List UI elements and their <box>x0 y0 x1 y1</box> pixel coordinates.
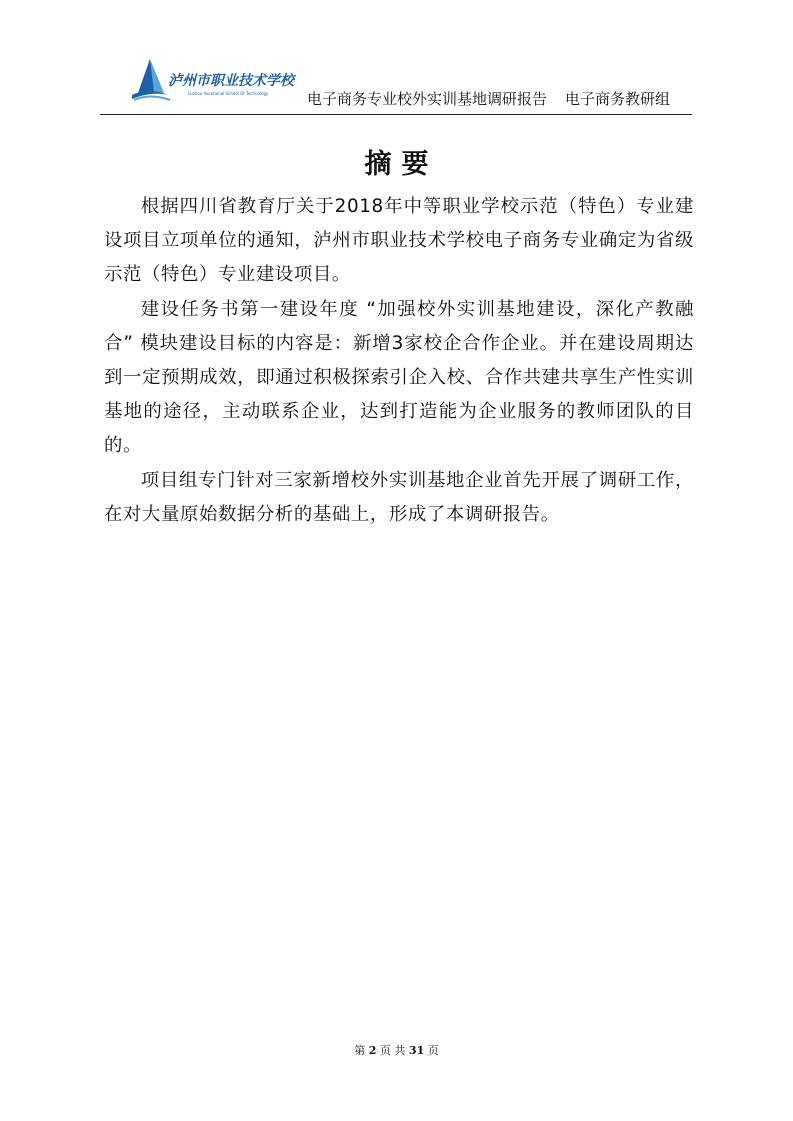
footer-total-pages: 31 <box>408 1044 425 1057</box>
paragraph-2: 建设任务书第一建设年度 “加强校外实训基地建设，深化产教融合” 模块建设目标的内容是：新增3家校企合作企业。并在建设周期达到一定预期成效，即通过积极探索引企入校、合作共建共享生产性实训基地的途径，主动联系企业，达到打造能为企业服务的教师团队的目的。 <box>104 298 694 457</box>
footer-page-number: 2 <box>368 1044 377 1057</box>
logo-wordmark: 泸州市职业技术学校 <box>168 73 294 89</box>
page-footer <box>0 1042 793 1058</box>
page-header <box>100 55 692 115</box>
report-title: 电子商务专业校外实训基地调研报告 <box>306 90 547 108</box>
group-name: 电子商务教研组 <box>564 90 670 108</box>
school-logo <box>128 55 294 105</box>
abstract-title: 摘要 <box>364 149 439 180</box>
footer-prefix: 第 <box>354 1044 366 1057</box>
logo-subtext: Luzhou Vocational School Of Technology <box>188 91 269 96</box>
abstract-body <box>104 190 694 532</box>
header-divider <box>100 114 692 115</box>
footer-middle: 页 共 <box>379 1044 406 1057</box>
header-text <box>307 88 670 109</box>
footer-suffix: 页 <box>427 1044 439 1057</box>
paragraph-1: 根据四川省教育厅关于2018年中等职业学校示范（特色）专业建设项目立项单位的通知，泸州市职业技术学校电子商务专业确定为省级示范（特色）专业建设项目。 <box>104 196 694 286</box>
paragraph-3: 项目组专门针对三家新增校外实训基地企业首先开展了调研工作，在对大量原始数据分析的基础上，形成了本调研报告。 <box>104 469 694 525</box>
